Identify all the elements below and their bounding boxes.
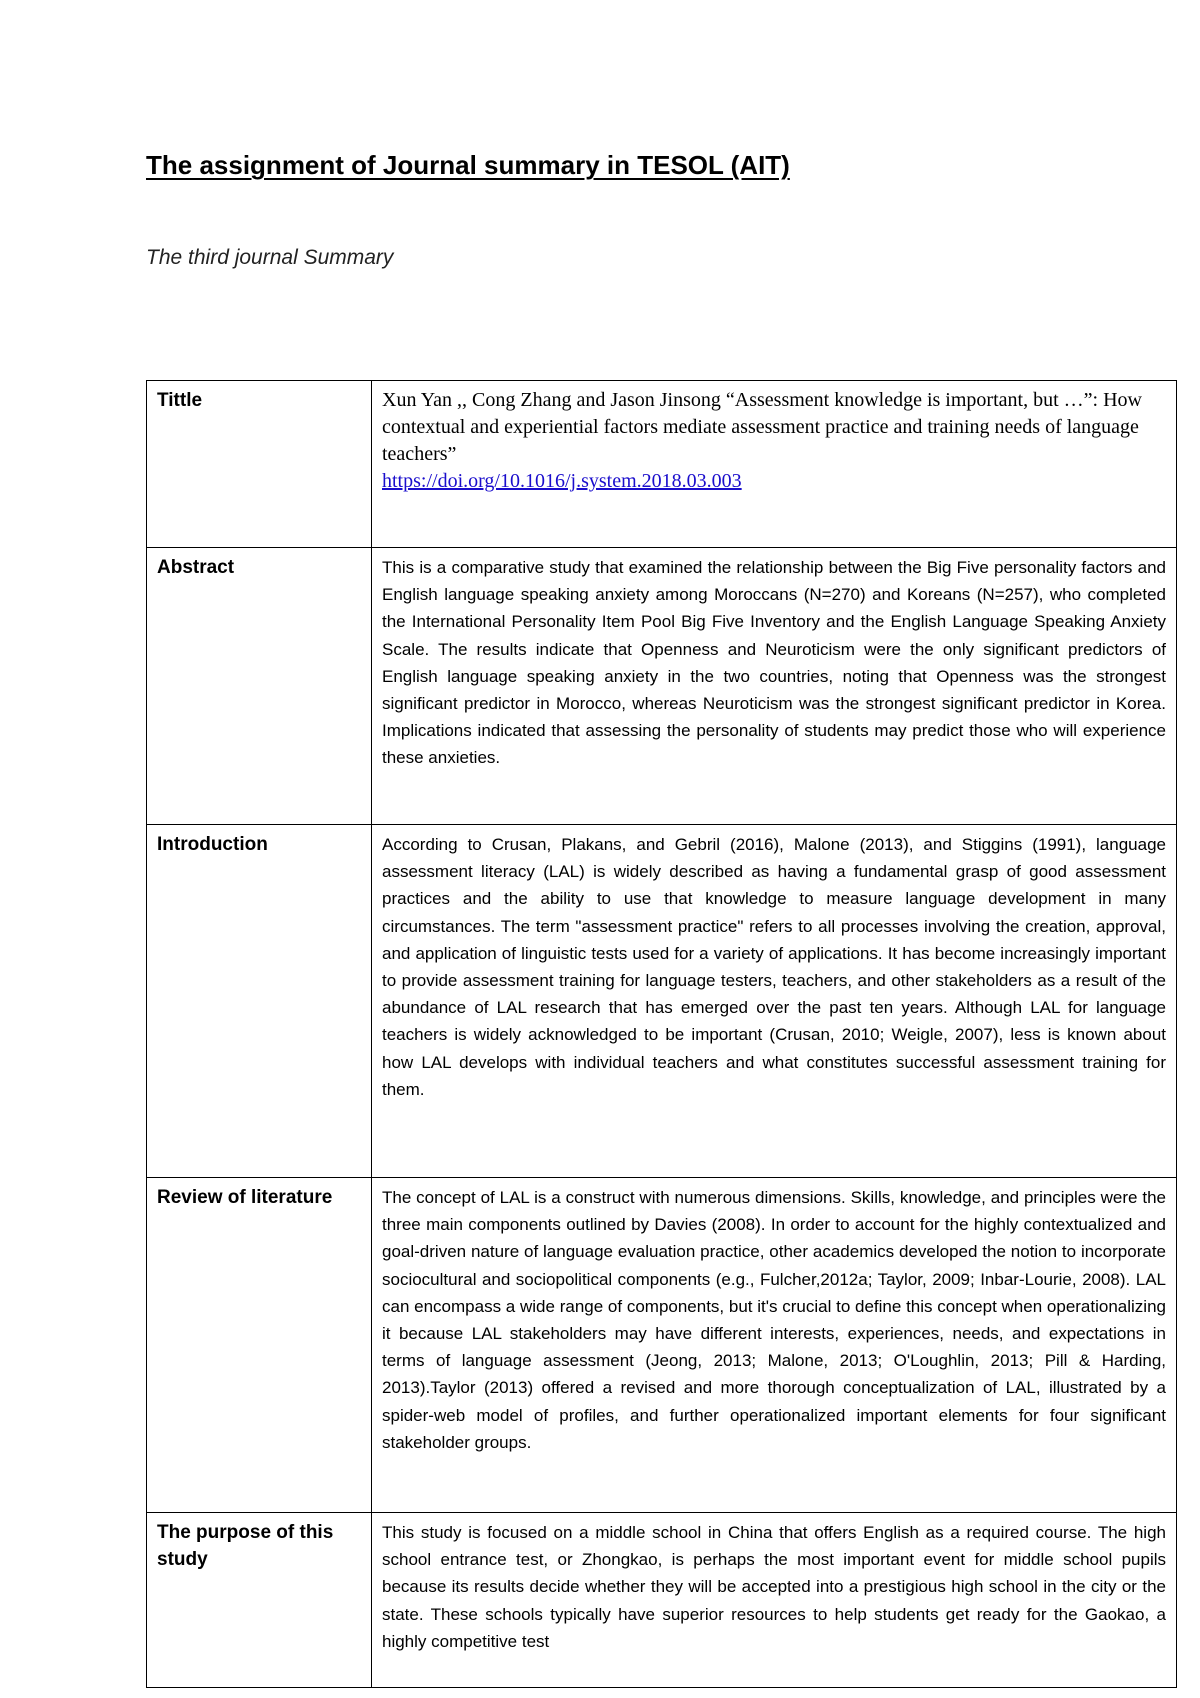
- page-title: The assignment of Journal summary in TESOL (AIT): [146, 150, 790, 180]
- page-subtitle: The third journal Summary: [146, 246, 394, 269]
- row-label: Review of literature: [147, 1178, 372, 1513]
- table-row-title: [147, 381, 1177, 548]
- row-content: The concept of LAL is a construct with numerous dimensions. Skills, knowledge, and principles were the three main components outlined by Davies (2008). In order to account for the highly contextualized and goal-driven nature of language evaluation practice, other academics developed the notion to incorporate sociocultural and sociopolitical components (e.g., Fulcher,2012a; Taylor, 2009; Inbar-Lourie, 2008). LAL can encompass a wide range of components, but it's crucial to define this concept when operationalizing it because LAL stakeholders may have different interests, experiences, needs, and expectations in terms of language assessment (Jeong, 2013; Malone, 2013; O'Loughlin, 2013; Pill & Harding, 2013).Taylor (2013) offered a revised and more thorough conceptualization of LAL, illustrated by a spider-web model of profiles, and further operationalized important elements for four significant stakeholder groups.: [372, 1178, 1177, 1513]
- row-label: The purpose of this study: [147, 1513, 372, 1688]
- table-row-abstract: [147, 548, 1177, 825]
- table-row-introduction: [147, 825, 1177, 1178]
- row-content: This is a comparative study that examined the relationship between the Big Five personality factors and English language speaking anxiety among Moroccans (N=270) and Koreans (N=257), who completed the International Personality Item Pool Big Five Inventory and the English Language Speaking Anxiety Scale. The results indicate that Openness and Neuroticism were the only significant predictors of English language speaking anxiety in the two countries, noting that Openness was the strongest significant predictor in Morocco, whereas Neuroticism was the strongest significant predictor in Korea. Implications indicated that assessing the personality of students may predict those who will experience these anxieties.: [372, 548, 1177, 825]
- article-citation: Xun Yan ,, Cong Zhang and Jason Jinsong “Assessment knowledge is important, but …”: How contextual and experiential factors mediate assessment practice and training needs of language teachers”: [382, 389, 1142, 465]
- row-label: Introduction: [147, 825, 372, 1178]
- row-content: According to Crusan, Plakans, and Gebril (2016), Malone (2013), and Stiggins (1991), language assessment literacy (LAL) is widely described as having a fundamental grasp of good assessment practices and the ability to use that knowledge to measure language development in many circumstances. The term "assessment practice" refers to all processes involving the creation, approval, and application of linguistic tests used for a variety of applications. It has become increasingly important to provide assessment training for language testers, teachers, and other stakeholders as a result of the abundance of LAL research that has emerged over the past ten years. Although LAL for language teachers is widely acknowledged to be important (Crusan, 2010; Weigle, 2007), less is known about how LAL develops with individual teachers and what constitutes successful assessment training for them.: [372, 825, 1177, 1178]
- row-label: Abstract: [147, 548, 372, 825]
- table-row-purpose: [147, 1513, 1177, 1688]
- summary-table: [146, 380, 1177, 1688]
- doi-link[interactable]: https://doi.org/10.1016/j.system.2018.03.003: [382, 470, 742, 492]
- table-row-review-of-literature: [147, 1178, 1177, 1513]
- row-content: This study is focused on a middle school in China that offers English as a required course. The high school entrance test, or Zhongkao, is perhaps the most important event for middle school pupils because its results decide whether they will be accepted into a prestigious high school in the city or the state. These schools typically have superior resources to help students get ready for the Gaokao, a highly competitive test: [372, 1513, 1177, 1688]
- row-content: [372, 381, 1177, 548]
- row-label: Tittle: [147, 381, 372, 548]
